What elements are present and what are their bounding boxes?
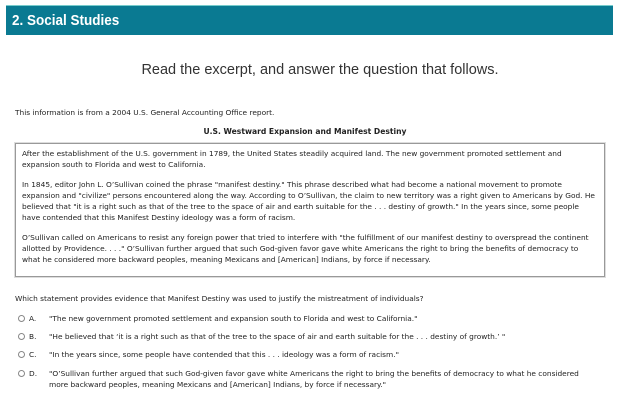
option-letter: D. [29, 369, 38, 378]
option-letter: C. [29, 350, 37, 359]
option-letter: B. [29, 332, 37, 341]
passage-paragraph: After the establishment of the U.S. government in 1789, the United States steadily acquired land. The new government promoted settlement and expansion south to Florida and west to California. [22, 149, 562, 169]
radio-button[interactable] [18, 351, 25, 358]
passage-paragraph: In 1845, editor John L. O’Sullivan coined the phrase "manifest destiny." This phrase described what had become a national movement to promote expansion and "civilize" persons encountered along the way. According to O’Sullivan, the claim to new territory was a right given to Americans by God. He believed that "it is a right such as that of the tree to the space of air and earth suitable for the . . . destiny of growth." In the years since, some people have contended that this Manifest Destiny ideology was a form of racism. [22, 180, 595, 222]
radio-button[interactable] [18, 333, 25, 340]
radio-button[interactable] [18, 315, 25, 322]
option-text: "O’Sullivan further argued that such God-given favor gave white Americans the right to bring the benefits of democracy to what he considered more backward peoples, meaning Mexicans and [American] Indians, by force if necessary." [49, 369, 579, 389]
option-a[interactable] [18, 313, 589, 324]
section-header [6, 5, 613, 35]
section-title: 2. Social Studies [12, 12, 120, 29]
option-text: "The new government promoted settlement and expansion south to Florida and west to California." [49, 314, 418, 323]
passage-box [15, 143, 605, 277]
radio-button[interactable] [18, 370, 25, 377]
passage-title: U.S. Westward Expansion and Manifest Destiny [203, 127, 407, 136]
instruction: Read the excerpt, and answer the question that follows. [141, 62, 499, 78]
intro-text: This information is from a 2004 U.S. General Accounting Office report. [15, 108, 275, 117]
option-text: "In the years since, some people have contended that this . . . ideology was a form of racism." [49, 350, 399, 359]
option-c[interactable] [18, 349, 589, 360]
question-text: Which statement provides evidence that Manifest Destiny was used to justify the mistreatment of individuals? [15, 294, 424, 303]
option-b[interactable] [18, 331, 589, 342]
option-text: "He believed that ‘it is a right such as that of the tree to the space of air and earth suitable for the . . . destiny of growth.’ " [49, 332, 506, 341]
option-d[interactable] [18, 368, 589, 390]
passage-paragraph: O’Sullivan called on Americans to resist any foreign power that tried to interfere with "the fulfillment of our manifest destiny to overspread the continent allotted by Providence. . . ." O’Sullivan further argued that such God-given favor gave white Americans the right to bring the benefits of democracy to what he considered more backward peoples, meaning Mexicans and [American] Indians, by force if necessary. [22, 233, 589, 264]
option-letter: A. [29, 314, 37, 323]
